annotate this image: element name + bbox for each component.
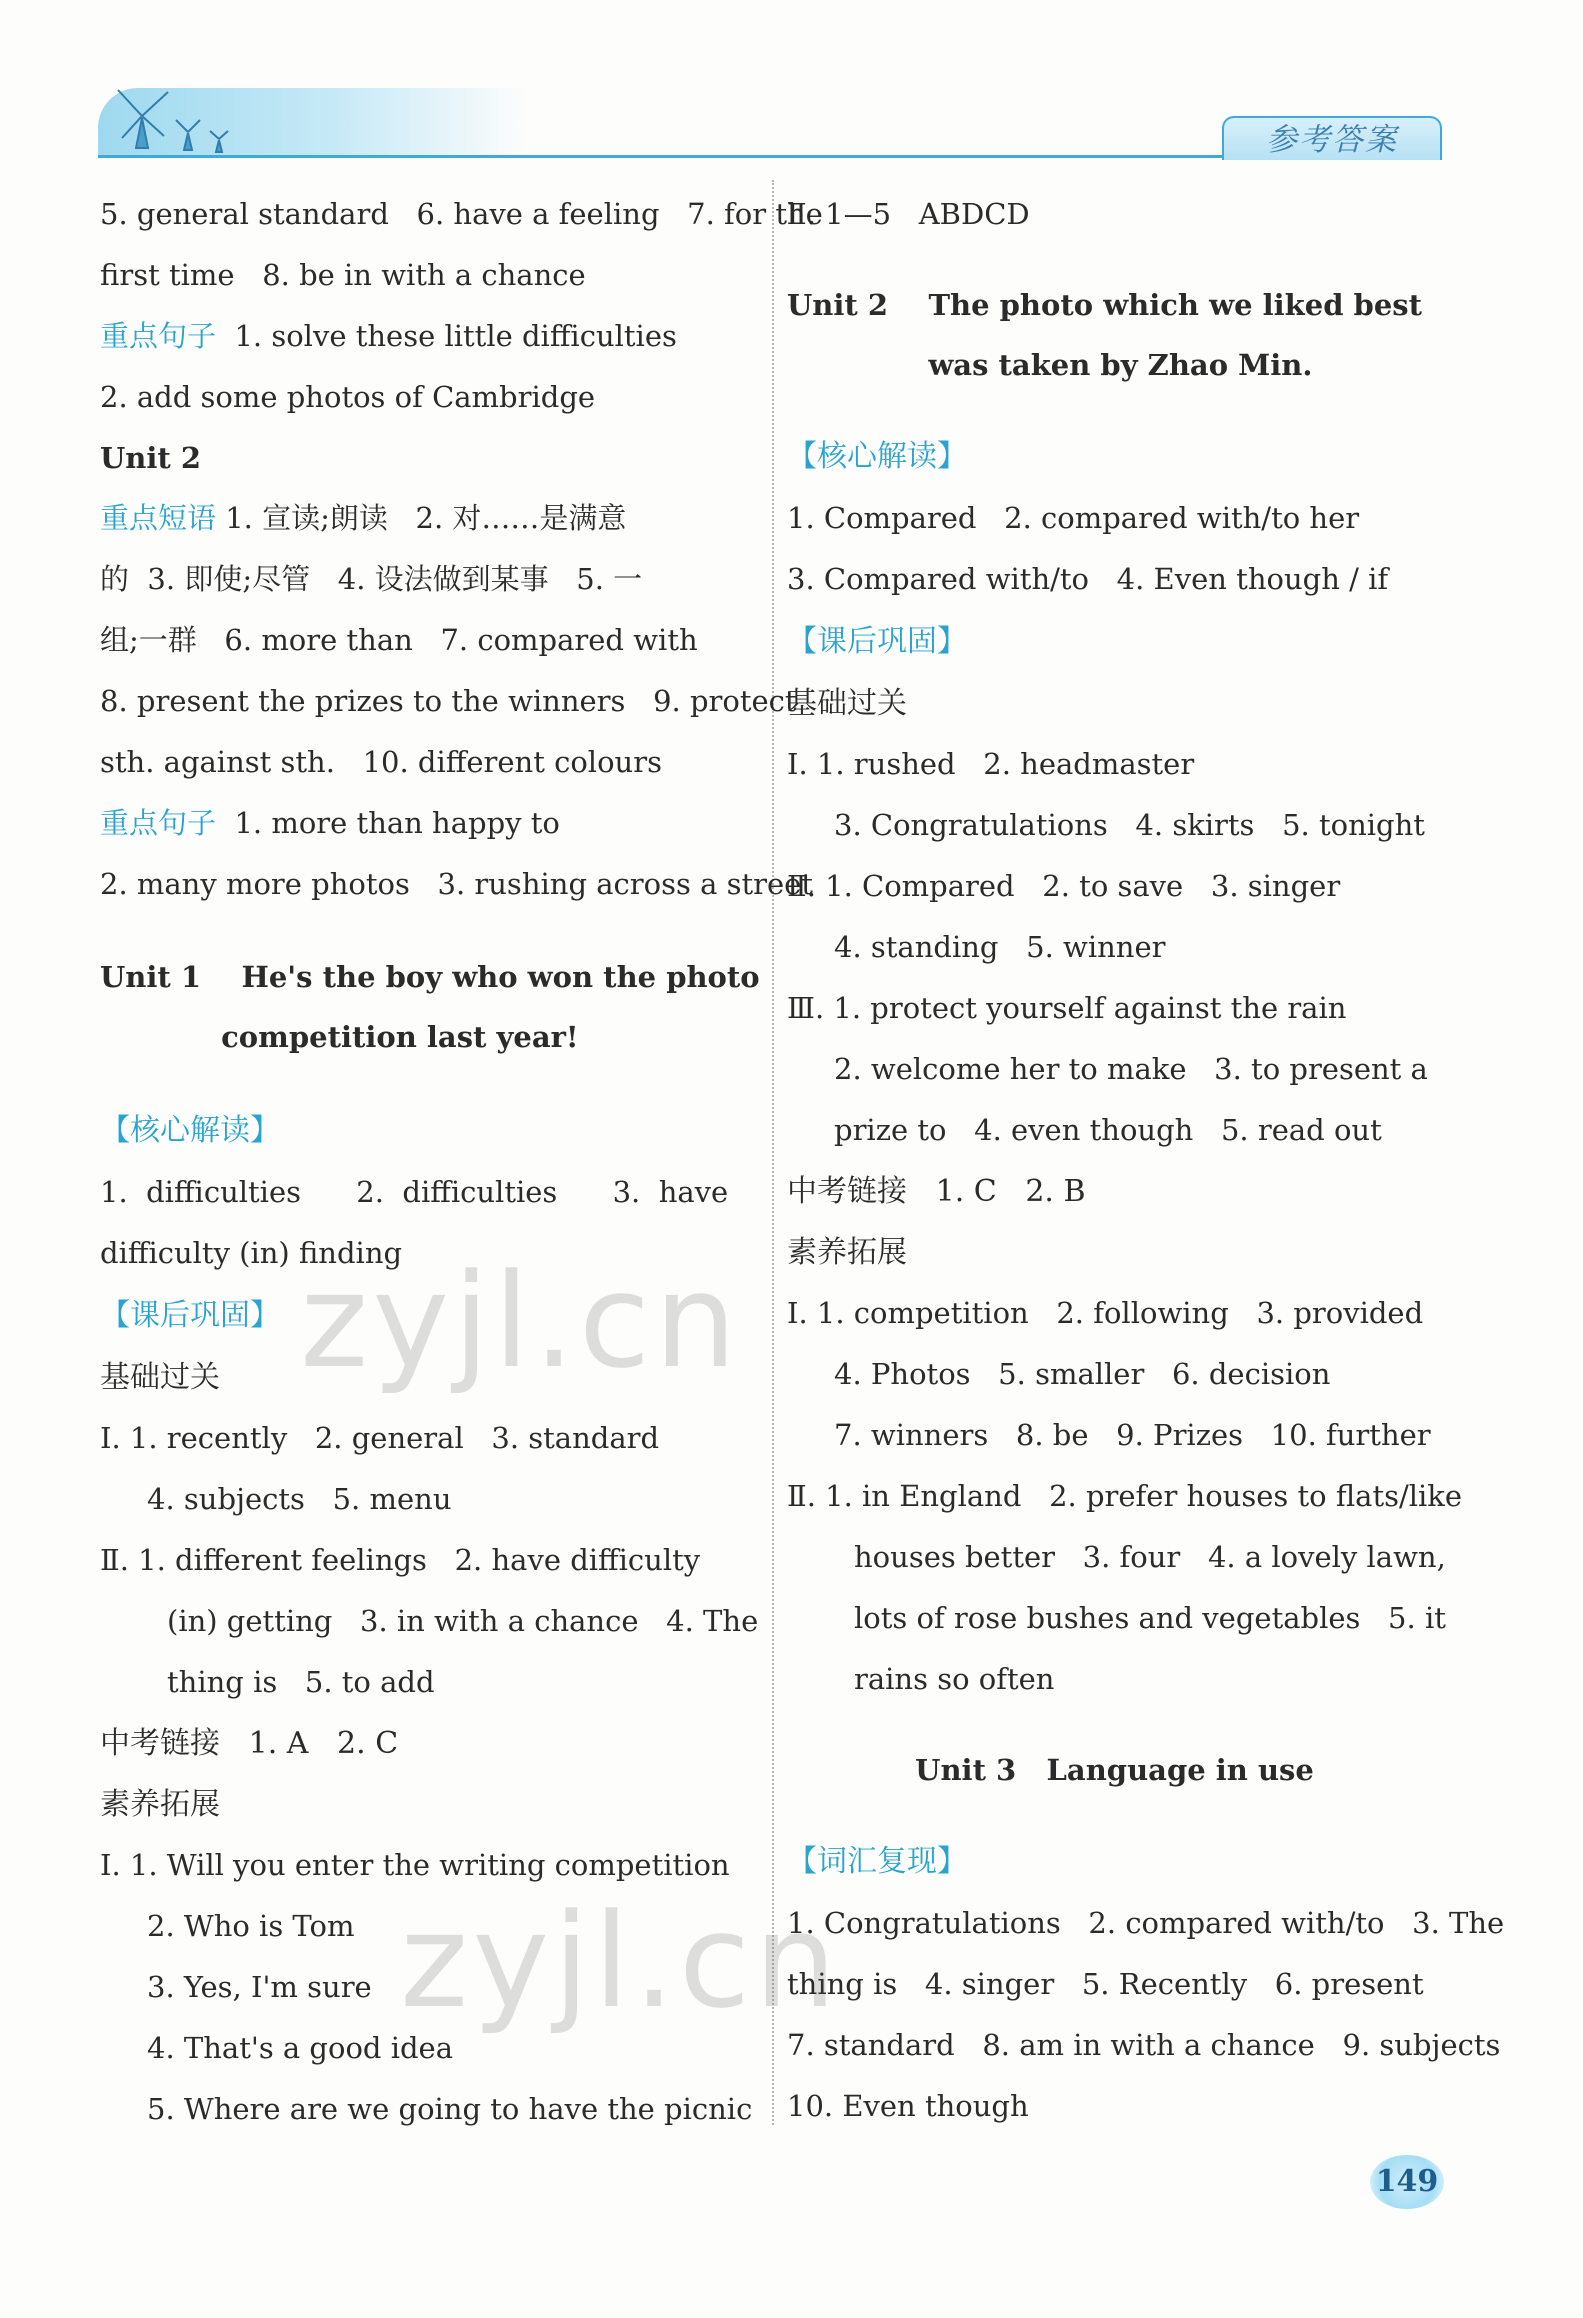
answer-line: difficulty (in) finding <box>100 1236 403 1270</box>
unit-title: Unit 2 The photo which we liked best <box>787 288 1423 322</box>
answer-line: Ⅱ. 1—5 ABDCD <box>787 197 1030 231</box>
answer-line: prize to 4. even though 5. read out <box>834 1113 1382 1147</box>
answer-line: Ⅰ. 1. recently 2. general 3. standard <box>100 1421 660 1455</box>
section-label: 重点句子 <box>100 319 217 353</box>
unit-title: competition last year! <box>100 1020 579 1054</box>
answer-line: 5. Where are we going to have the picnic <box>147 2092 753 2126</box>
unit-title: was taken by Zhao Min. <box>787 348 1313 382</box>
answer-line: lots of rose bushes and vegetables 5. it <box>854 1601 1446 1635</box>
answer-line: thing is 4. singer 5. Recently 6. present <box>787 1967 1424 2001</box>
answer-line: 5. general standard 6. have a feeling 7. for the <box>100 197 823 231</box>
labeled-answer-line <box>100 306 760 367</box>
section-label: 重点句子 <box>100 806 217 840</box>
answer-line: Ⅰ. 1. competition 2. following 3. provided <box>787 1296 1424 1330</box>
answer-line: Ⅱ. 1. different feelings 2. have difficulty <box>100 1543 701 1577</box>
windmill-icon <box>98 78 278 158</box>
answer-line: 1. difficulties 2. difficulties 3. have <box>100 1175 729 1209</box>
answer-line: 7. standard 8. am in with a chance 9. subjects <box>787 2028 1501 2062</box>
section-bracket-heading: 【核心解读】 <box>787 439 967 474</box>
section-heading: 素养拓展 <box>787 1235 907 1270</box>
page-number: 149 <box>1370 2155 1444 2209</box>
section-bracket-heading: 【课后巩固】 <box>787 624 967 659</box>
answer-key-tab: 参考答案 <box>1222 116 1442 160</box>
page-header <box>0 0 1583 175</box>
answer-line: 1. Congratulations 2. compared with/to 3. The <box>787 1906 1505 1940</box>
section-heading: 素养拓展 <box>100 1787 220 1822</box>
answer-text: 1. more than happy to <box>216 806 560 840</box>
section-bracket-heading: 【词汇复现】 <box>787 1844 967 1879</box>
spacer <box>100 1067 760 1099</box>
column-divider <box>772 180 774 2125</box>
left-column <box>100 184 823 2140</box>
watermark: zyjl.cn <box>400 1885 841 2037</box>
answer-line: Ⅲ. 1. protect yourself against the rain <box>787 991 1347 1025</box>
section-bracket-heading: 【课后巩固】 <box>100 1298 280 1333</box>
answer-line: 2. welcome her to make 3. to present a <box>834 1052 1428 1086</box>
answer-line: 2. Who is Tom <box>147 1909 355 1943</box>
answer-line: Ⅰ. 1. Will you enter the writing competition <box>100 1848 730 1882</box>
answer-line: sth. against sth. 10. different colours <box>100 745 662 779</box>
answer-line: 2. many more photos 3. rushing across a street <box>100 867 813 901</box>
spacer <box>787 1710 1442 1740</box>
answer-line: 组;一群 6. more than 7. compared with <box>100 623 698 657</box>
answer-line: Ⅱ. 1. Compared 2. to save 3. singer <box>787 869 1341 903</box>
answer-line: 4. That's a good idea <box>147 2031 453 2065</box>
answer-line: 8. present the prizes to the winners 9. protect <box>100 684 797 718</box>
unit-title: Unit 3 Language in use <box>915 1753 1314 1787</box>
spacer <box>787 245 1442 275</box>
answer-line: 4. Photos 5. smaller 6. decision <box>834 1357 1331 1391</box>
answer-text: 1. solve these little difficulties <box>216 319 677 353</box>
answer-line: 2. add some photos of Cambridge <box>100 380 596 414</box>
answer-line: houses better 3. four 4. a lovely lawn, <box>854 1540 1446 1574</box>
answer-line: 4. standing 5. winner <box>834 930 1166 964</box>
section-heading: 中考链接 1. A 2. C <box>100 1726 399 1761</box>
watermark: zyjl.cn <box>300 1245 741 1397</box>
section-heading: 基础过关 <box>787 686 907 721</box>
answer-line: (in) getting 3. in with a chance 4. The <box>167 1604 759 1638</box>
spacer <box>787 395 1442 425</box>
section-label: 重点短语 <box>100 501 217 535</box>
answer-line: thing is 5. to add <box>167 1665 435 1699</box>
spacer <box>100 915 760 947</box>
answer-line: 3. Congratulations 4. skirts 5. tonight <box>834 808 1425 842</box>
section-bracket-heading: 【核心解读】 <box>100 1113 280 1148</box>
spacer <box>787 1800 1442 1830</box>
answer-text: 1. 宣读;朗读 2. 对……是满意 <box>216 501 627 535</box>
answer-line: Ⅰ. 1. rushed 2. headmaster <box>787 747 1195 781</box>
unit-heading: Unit 2 <box>100 441 202 475</box>
labeled-answer-line <box>100 488 760 549</box>
labeled-answer-line <box>100 793 760 854</box>
answer-line: 4. subjects 5. menu <box>147 1482 452 1516</box>
answer-line: rains so often <box>854 1662 1055 1696</box>
answer-line: Ⅱ. 1. in England 2. prefer houses to flats/like <box>787 1479 1463 1513</box>
unit-title: Unit 1 He's the boy who won the photo <box>100 960 760 994</box>
answer-line: 3. Yes, I'm sure <box>147 1970 372 2004</box>
right-column <box>787 184 1505 2137</box>
answer-line: 1. Compared 2. compared with/to her <box>787 501 1360 535</box>
answer-line: 的 3. 即使;尽管 4. 设法做到某事 5. 一 <box>100 562 643 596</box>
section-heading: 中考链接 1. C 2. B <box>787 1174 1086 1209</box>
section-heading: 基础过关 <box>100 1360 220 1395</box>
answer-line: 3. Compared with/to 4. Even though / if <box>787 562 1389 596</box>
answer-line: first time 8. be in with a chance <box>100 258 586 292</box>
answer-line: 7. winners 8. be 9. Prizes 10. further <box>834 1418 1431 1452</box>
answer-line: 10. Even though <box>787 2089 1029 2123</box>
